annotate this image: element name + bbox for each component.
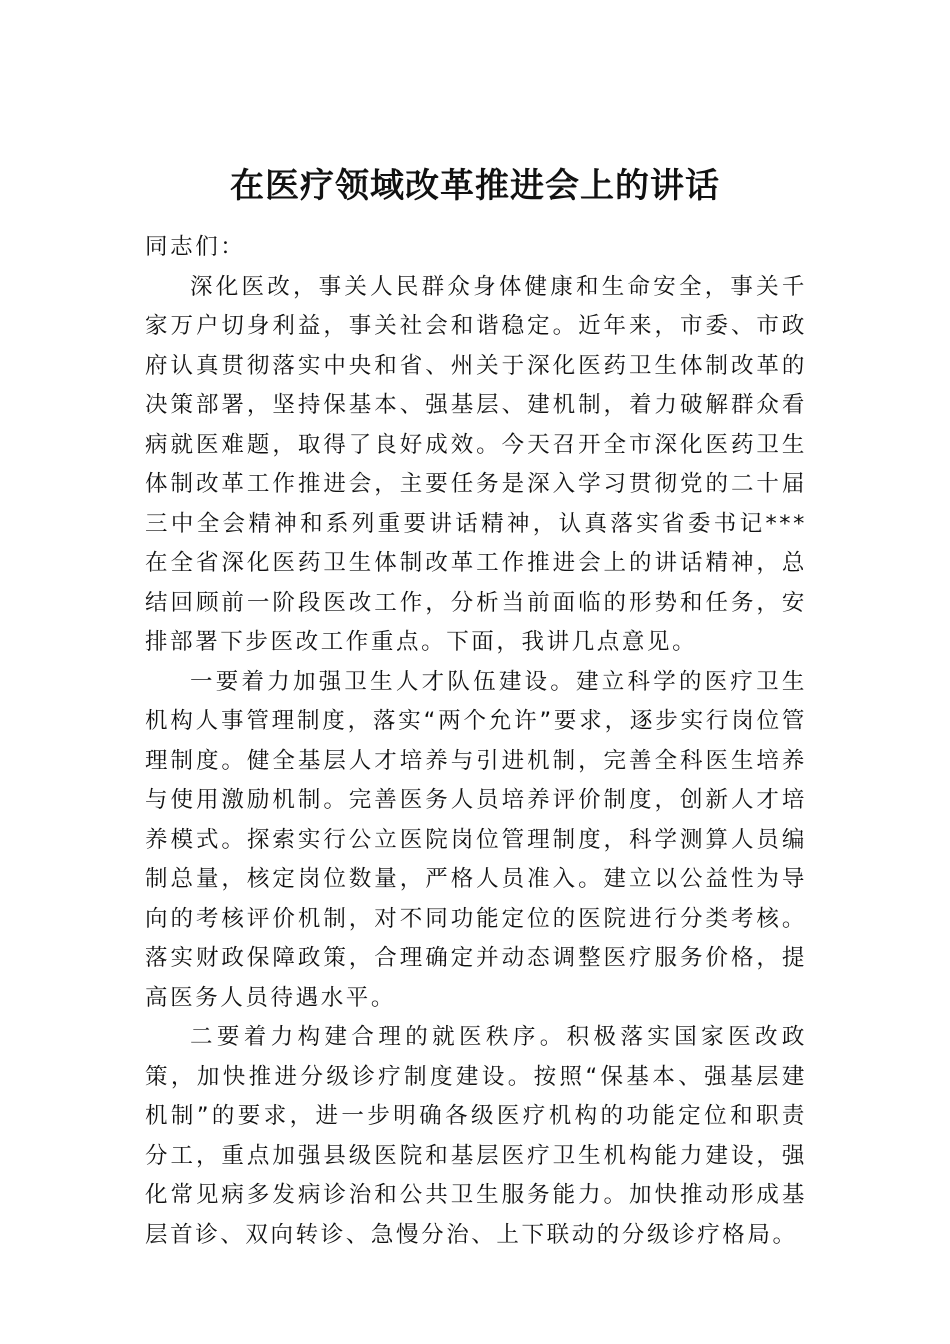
paragraph-intro: 深化医改，事关人民群众身体健康和生命安全，事关千家万户切身利益，事关社会和谐稳定。近年来，市委、市政府认真贯彻落实中央和省、州关于深化医药卫生体制改革的决策部署，坚持保基本、强基层、建机制，着力破解群众看病就医难题，取得了良好成效。今天召开全市深化医药卫生体制改革工作推进会，主要任务是深入学习贯彻党的二十届三中全会精神和系列重要讲话精神，认真落实省委书记***在全省深化医药卫生体制改革工作推进会上的讲话精神，总结回顾前一阶段医改工作，分析当前面临的形势和任务，安排部署下步医改工作重点。下面，我讲几点意见。	[145, 273, 807, 655]
paragraph-medical-order: 二要着力构建合理的就医秩序。积极落实国家医改政策，加快推进分级诊疗制度建设。按照“保基本、强基层建机制”的要求，进一步明确各级医疗机构的功能定位和职责分工，重点加强县级医院和基层医疗卫生机构能力建设，强化常见病多发病诊治和公共卫生服务能力。加快推动形成基层首诊、双向转诊、急慢分治、上下联动的分级诊疗格局。	[145, 1024, 807, 1248]
salutation: 同志们：	[145, 234, 246, 260]
document-title: 在医疗领域改革推进会上的讲话	[230, 166, 720, 206]
document-body	[145, 228, 807, 1255]
paragraph-talent-building: 一要着力加强卫生人才队伍建设。建立科学的医疗卫生机构人事管理制度，落实“两个允许”要求，逐步实行岗位管理制度。健全基层人才培养与引进机制，完善全科医生培养与使用激励机制。完善医务人员培养评价制度，创新人才培养模式。探索实行公立医院岗位管理制度，科学测算人员编制总量，核定岗位数量，严格人员准入。建立以公益性为导向的考核评价机制，对不同功能定位的医院进行分类考核。落实财政保障政策，合理确定并动态调整医疗服务价格，提高医务人员待遇水平。	[145, 668, 807, 1011]
